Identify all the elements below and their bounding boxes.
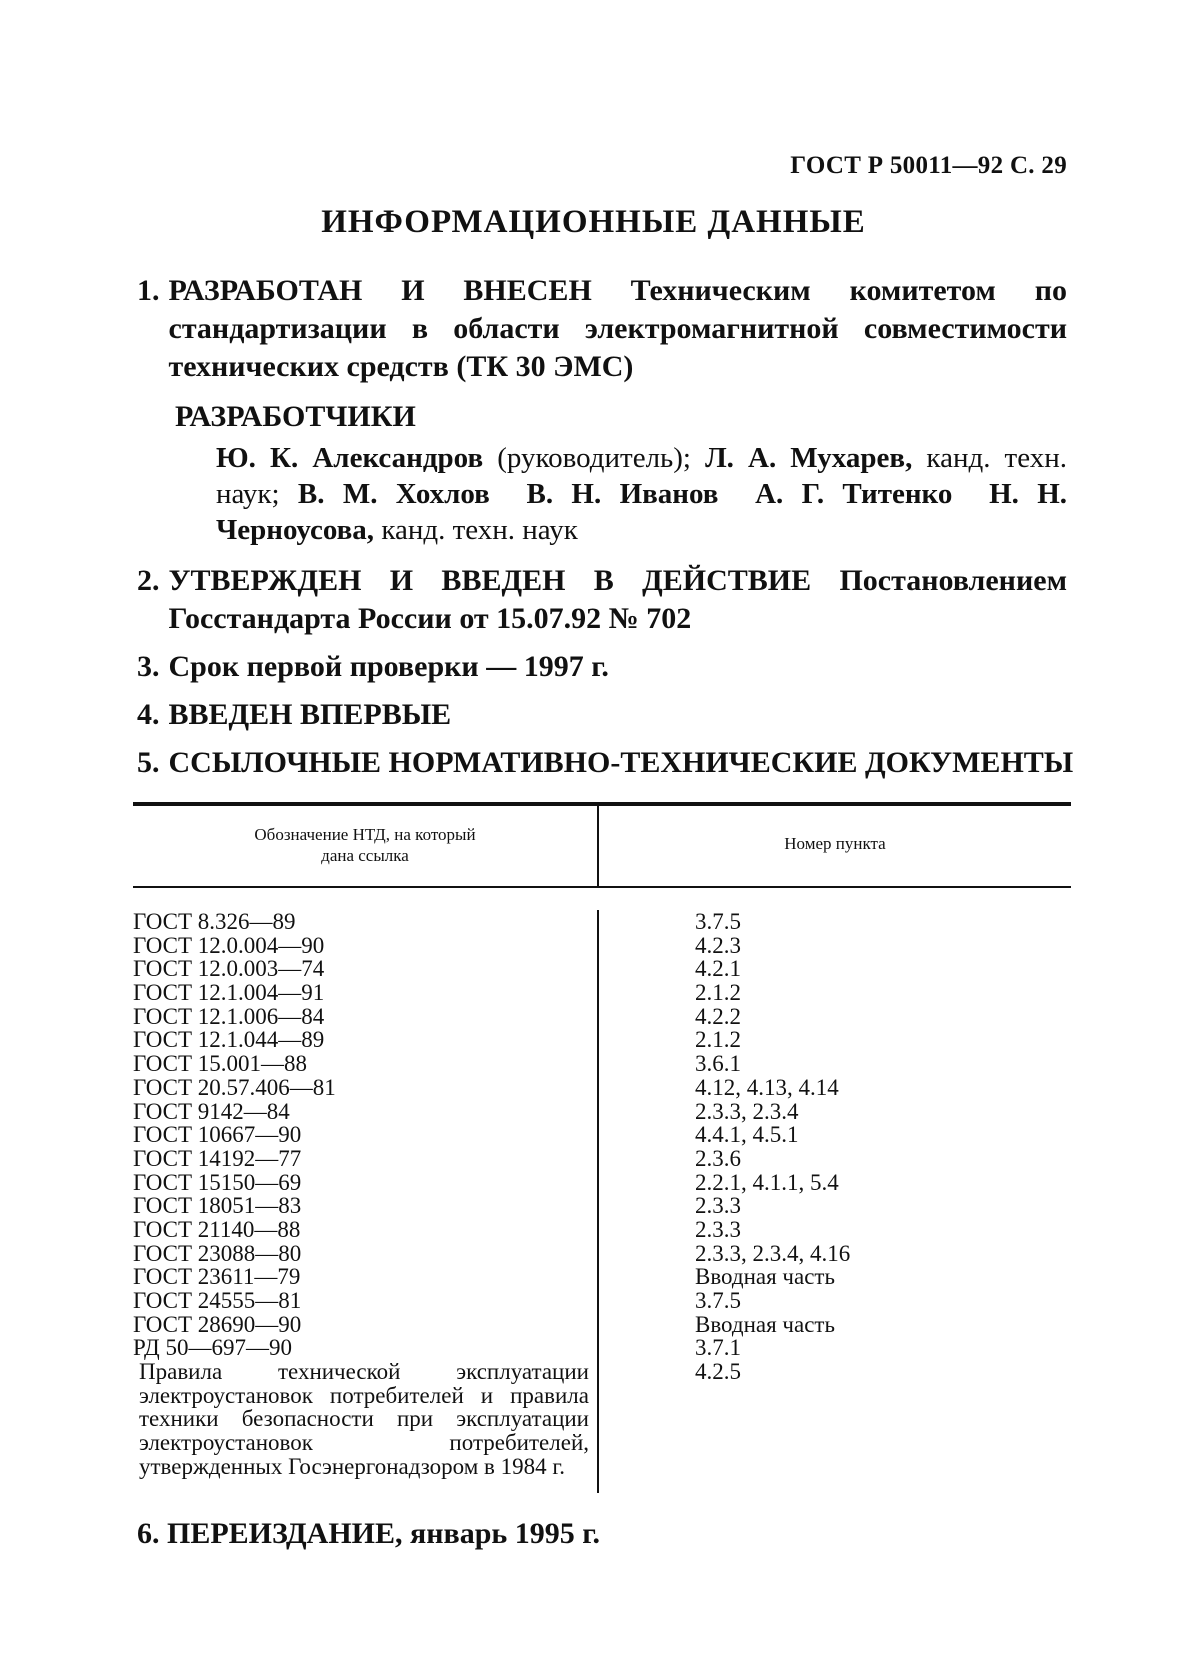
table-cell-doc: ГОСТ 12.1.004—91 xyxy=(133,980,325,1006)
table-cell-clause: 2.3.3 xyxy=(695,1193,741,1219)
document-title: ИНФОРМАЦИОННЫЕ ДАННЫЕ xyxy=(321,204,866,240)
table-cell-doc: ГОСТ 15150—69 xyxy=(133,1169,302,1195)
table-cell-doc-note: Правила технической эксплуатации электроустановок потребителей и правила техники безопасности при эксплуатации электроустановок потребителей, утвержденных Госэнергонадзором в 1984 г. xyxy=(139,1359,589,1479)
table-cell-clause: 4.2.2 xyxy=(695,1003,741,1029)
developer-name: А. Г. Титенко xyxy=(755,478,953,510)
item-bold: РАЗРАБОТАН И ВНЕСЕН xyxy=(168,274,592,307)
developer-role: (руководитель); xyxy=(483,442,706,474)
table-cell-clause: 2.3.3, 2.3.4, 4.16 xyxy=(695,1240,851,1266)
table-cell-doc: ГОСТ 12.0.003—74 xyxy=(133,956,325,982)
item-text: Техническим комитетом по стандартизации в области электромагнитной совместимости технических средств (ТК 30 ЭМС) xyxy=(168,274,1067,383)
table-cell-doc: ГОСТ 23088—80 xyxy=(133,1240,302,1266)
item-bold: ПЕРЕИЗДАНИЕ, xyxy=(167,1516,403,1550)
table-cell-doc: ГОСТ 20.57.406—81 xyxy=(133,1074,336,1100)
reference-table xyxy=(133,802,1071,1493)
developers-list xyxy=(216,440,1067,548)
item-body xyxy=(169,562,1068,638)
item-number: 5. xyxy=(137,746,160,779)
developers-heading: РАЗРАБОТЧИКИ xyxy=(175,400,416,433)
table-cell-doc: ГОСТ 12.1.044—89 xyxy=(133,1027,325,1053)
item-text: ВВЕДЕН ВПЕРВЫЕ xyxy=(168,698,452,731)
item-text: январь 1995 г. xyxy=(410,1516,601,1550)
item-body xyxy=(169,272,1068,386)
table-cell-doc: ГОСТ 8.326—89 xyxy=(133,909,296,934)
item-6 xyxy=(137,1515,1067,1553)
table-cell-doc: ГОСТ 24555—81 xyxy=(133,1288,302,1313)
table-cell-clause: 2.3.3 xyxy=(695,1216,741,1242)
table-cell-clause: 4.2.3 xyxy=(695,932,741,958)
developer-role: канд. техн. наук xyxy=(374,514,578,546)
table-cell-doc: ГОСТ 23611—79 xyxy=(133,1264,301,1290)
developer-name: Л. А. Мухарев, xyxy=(705,442,913,474)
table-cell-clause: 3.7.5 xyxy=(695,909,741,934)
header-line: дана ссылка xyxy=(321,846,409,865)
table-cell-clause: Вводная часть xyxy=(695,1264,835,1290)
table-cell-clause: 4.2.5 xyxy=(695,1359,741,1385)
table-cell-clause: Вводная часть xyxy=(695,1311,835,1337)
item-1 xyxy=(137,272,1067,386)
table-cell-clause: 3.7.1 xyxy=(695,1335,741,1361)
item-number: 3. xyxy=(137,650,160,683)
item-number: 6. xyxy=(137,1516,160,1550)
table-cell-doc: ГОСТ 10667—90 xyxy=(133,1122,302,1148)
table-cell-clause: 3.6.1 xyxy=(695,1051,741,1077)
table-cell-doc: РД 50—697—90 xyxy=(133,1335,293,1361)
table-cell-doc: ГОСТ 21140—88 xyxy=(133,1216,301,1242)
table-cell-clause: 4.4.1, 4.5.1 xyxy=(695,1122,799,1148)
table-cell-doc: ГОСТ 28690—90 xyxy=(133,1311,302,1337)
item-number: 1. xyxy=(137,274,160,307)
item-text: Срок первой проверки — 1997 г. xyxy=(168,650,609,683)
table-cell-doc: ГОСТ 12.1.006—84 xyxy=(133,1003,325,1029)
table-cell-clause: 2.2.1, 4.1.1, 5.4 xyxy=(695,1169,839,1195)
developer-name: Н. Н. Черноусова, xyxy=(216,478,1068,546)
table-cell-doc: ГОСТ 14192—77 xyxy=(133,1145,302,1171)
item-bold: УТВЕРЖДЕН И ВВЕДЕН В ДЕЙСТВИЕ xyxy=(168,564,812,597)
developer-name: Ю. К. Александров xyxy=(216,442,484,474)
item-3 xyxy=(137,648,1067,686)
table-col-documents xyxy=(133,910,599,1493)
item-text: ССЫЛОЧНЫЕ НОРМАТИВНО-ТЕХНИЧЕСКИЕ ДОКУМЕНТЫ xyxy=(168,746,1074,779)
table-cell-clause: 4.12, 4.13, 4.14 xyxy=(695,1074,839,1100)
page-header: ГОСТ Р 50011—92 С. 29 xyxy=(790,152,1067,179)
table-col-clauses xyxy=(599,910,1071,1493)
table-cell-clause: 2.3.6 xyxy=(695,1145,741,1171)
item-4 xyxy=(137,696,1067,734)
table-cell-doc: ГОСТ 15.001—88 xyxy=(133,1051,308,1077)
table-body xyxy=(133,888,1071,1493)
table-header xyxy=(133,806,1071,888)
item-number: 2. xyxy=(137,564,160,597)
developer-name: В. М. Хохлов xyxy=(297,478,490,510)
table-cell-clause: 3.7.5 xyxy=(695,1288,741,1313)
developer-role: канд. техн. наук; xyxy=(216,442,1067,510)
table-header-clause: Номер пункта xyxy=(784,834,886,853)
table-cell-doc: ГОСТ 12.0.004—90 xyxy=(133,932,325,958)
developer-name: В. Н. Иванов xyxy=(526,478,719,510)
content xyxy=(133,272,1074,1553)
table-header-document xyxy=(133,806,599,886)
item-text: Постановлением Госстандарта России от 15.07.92 № 702 xyxy=(168,564,1068,635)
table-cell-clause: 2.3.3, 2.3.4 xyxy=(695,1098,799,1124)
item-number: 4. xyxy=(137,698,160,731)
table-cell-doc: ГОСТ 9142—84 xyxy=(133,1098,290,1124)
header-line: Обозначение НТД, на который xyxy=(254,825,476,844)
item-2 xyxy=(137,562,1067,638)
table-cell-doc: ГОСТ 18051—83 xyxy=(133,1193,302,1219)
table-cell-clause: 2.1.2 xyxy=(695,1027,741,1053)
table-cell-clause: 2.1.2 xyxy=(695,980,741,1006)
table-cell-clause: 4.2.1 xyxy=(695,956,741,982)
item-5 xyxy=(137,744,1074,782)
